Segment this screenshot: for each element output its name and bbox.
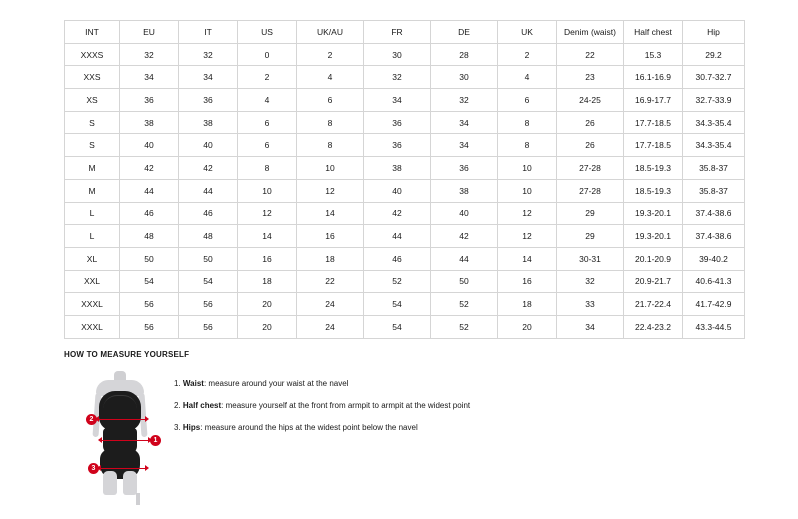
cell: 6 bbox=[498, 89, 557, 112]
cell: L bbox=[65, 225, 120, 248]
cell: 30 bbox=[431, 66, 498, 89]
how-to-measure-body bbox=[64, 369, 764, 509]
cell: XXS bbox=[65, 66, 120, 89]
cell: 20 bbox=[238, 293, 297, 316]
cell: 44 bbox=[179, 179, 238, 202]
cell: 8 bbox=[498, 134, 557, 157]
measurement-note-hips bbox=[174, 423, 764, 433]
cell: 20.9-21.7 bbox=[624, 270, 683, 293]
mannequin-right-leg bbox=[123, 471, 137, 495]
column-header: INT bbox=[65, 21, 120, 44]
mannequin-figure bbox=[94, 371, 146, 495]
marker-3-badge: 3 bbox=[88, 463, 99, 474]
note-text: : measure around your waist at the navel bbox=[203, 379, 349, 388]
table-row bbox=[65, 202, 745, 225]
cell: 35.8-37 bbox=[683, 179, 745, 202]
column-header: US bbox=[238, 21, 297, 44]
cell: 28 bbox=[431, 43, 498, 66]
cell: 24 bbox=[297, 293, 364, 316]
cell: 44 bbox=[431, 247, 498, 270]
cell: 2 bbox=[498, 43, 557, 66]
table-row bbox=[65, 179, 745, 202]
cell: 19.3-20.1 bbox=[624, 202, 683, 225]
hip-measure-line bbox=[99, 468, 147, 469]
cell: 32 bbox=[364, 66, 431, 89]
cell: 50 bbox=[431, 270, 498, 293]
mannequin-bust bbox=[99, 391, 141, 431]
cell: 34 bbox=[120, 66, 179, 89]
cell: 38 bbox=[431, 179, 498, 202]
cell: 27-28 bbox=[557, 179, 624, 202]
cell: L bbox=[65, 202, 120, 225]
cell: XXL bbox=[65, 270, 120, 293]
cell: 48 bbox=[120, 225, 179, 248]
cell: 32 bbox=[431, 89, 498, 112]
cell: 56 bbox=[120, 293, 179, 316]
cell: 35.8-37 bbox=[683, 157, 745, 180]
cell: 22 bbox=[297, 270, 364, 293]
column-header: IT bbox=[179, 21, 238, 44]
cell: 10 bbox=[498, 157, 557, 180]
cell: 42 bbox=[179, 157, 238, 180]
table-row bbox=[65, 293, 745, 316]
cell: M bbox=[65, 157, 120, 180]
cell: 34 bbox=[179, 66, 238, 89]
column-header: EU bbox=[120, 21, 179, 44]
cell: 26 bbox=[557, 134, 624, 157]
cell: 16 bbox=[297, 225, 364, 248]
cell: 54 bbox=[364, 293, 431, 316]
cell: 50 bbox=[179, 247, 238, 270]
cell: 26 bbox=[557, 111, 624, 134]
cell: 8 bbox=[297, 111, 364, 134]
how-to-measure-section bbox=[64, 350, 764, 509]
cell: 40 bbox=[179, 134, 238, 157]
cell: 50 bbox=[120, 247, 179, 270]
cell: 29.2 bbox=[683, 43, 745, 66]
cell: 40 bbox=[431, 202, 498, 225]
cell: 8 bbox=[238, 157, 297, 180]
cell: 43.3-44.5 bbox=[683, 315, 745, 338]
cell: 42 bbox=[120, 157, 179, 180]
cell: 44 bbox=[120, 179, 179, 202]
cell: 40 bbox=[364, 179, 431, 202]
table-row bbox=[65, 43, 745, 66]
cell: XS bbox=[65, 89, 120, 112]
cell: 56 bbox=[120, 315, 179, 338]
cell: 34.3-35.4 bbox=[683, 134, 745, 157]
table-header-row bbox=[65, 21, 745, 44]
cell: XXXL bbox=[65, 293, 120, 316]
cell: 36 bbox=[431, 157, 498, 180]
cell: 30 bbox=[364, 43, 431, 66]
cell: 36 bbox=[120, 89, 179, 112]
note-term: Hips bbox=[182, 423, 201, 432]
table-row bbox=[65, 225, 745, 248]
table-row bbox=[65, 134, 745, 157]
cell: 52 bbox=[431, 293, 498, 316]
cell: 10 bbox=[297, 157, 364, 180]
measurement-note-half-chest bbox=[174, 401, 764, 411]
cell: 14 bbox=[498, 247, 557, 270]
cell: 4 bbox=[498, 66, 557, 89]
cell: 42 bbox=[364, 202, 431, 225]
column-header: UK bbox=[498, 21, 557, 44]
hip-arrow-right-icon bbox=[145, 465, 149, 471]
cell: 0 bbox=[238, 43, 297, 66]
column-header: Denim (waist) bbox=[557, 21, 624, 44]
half-chest-measure-line bbox=[97, 419, 147, 420]
table-row bbox=[65, 315, 745, 338]
note-number: 2. bbox=[174, 401, 181, 410]
cell: 19.3-20.1 bbox=[624, 225, 683, 248]
waist-measure-line bbox=[100, 440, 150, 441]
cell: 32 bbox=[557, 270, 624, 293]
cell: 40.6-41.3 bbox=[683, 270, 745, 293]
cell: 14 bbox=[297, 202, 364, 225]
table-row bbox=[65, 157, 745, 180]
table-row bbox=[65, 89, 745, 112]
cell: 34 bbox=[557, 315, 624, 338]
table-row bbox=[65, 111, 745, 134]
cell: XXXL bbox=[65, 315, 120, 338]
cell: S bbox=[65, 111, 120, 134]
cell: 48 bbox=[179, 225, 238, 248]
cell: 12 bbox=[297, 179, 364, 202]
cell: 29 bbox=[557, 202, 624, 225]
cell: 24-25 bbox=[557, 89, 624, 112]
cell: 27-28 bbox=[557, 157, 624, 180]
cell: 22 bbox=[557, 43, 624, 66]
cell: 20 bbox=[238, 315, 297, 338]
cell: 22.4-23.2 bbox=[624, 315, 683, 338]
cell: 18 bbox=[238, 270, 297, 293]
cell: 36 bbox=[179, 89, 238, 112]
cell: 18.5-19.3 bbox=[624, 179, 683, 202]
cell: 36 bbox=[364, 111, 431, 134]
cell: 8 bbox=[498, 111, 557, 134]
measurement-note-waist bbox=[174, 379, 764, 389]
marker-2-badge: 2 bbox=[86, 414, 97, 425]
cell: 33 bbox=[557, 293, 624, 316]
cell: 23 bbox=[557, 66, 624, 89]
cell: 41.7-42.9 bbox=[683, 293, 745, 316]
cell: 6 bbox=[238, 111, 297, 134]
column-header: DE bbox=[431, 21, 498, 44]
cell: 6 bbox=[238, 134, 297, 157]
cell: M bbox=[65, 179, 120, 202]
cell: 2 bbox=[297, 43, 364, 66]
cell: 30.7-32.7 bbox=[683, 66, 745, 89]
column-header: Hip bbox=[683, 21, 745, 44]
cell: 12 bbox=[498, 202, 557, 225]
cell: XXXS bbox=[65, 43, 120, 66]
cell: 54 bbox=[120, 270, 179, 293]
cell: 37.4-38.6 bbox=[683, 202, 745, 225]
table-row bbox=[65, 66, 745, 89]
cell: 16 bbox=[238, 247, 297, 270]
cell: 18 bbox=[498, 293, 557, 316]
cell: 16.9-17.7 bbox=[624, 89, 683, 112]
cell: 38 bbox=[364, 157, 431, 180]
note-text: : measure yourself at the front from armpit to armpit at the widest point bbox=[221, 401, 471, 410]
cell: 12 bbox=[498, 225, 557, 248]
waist-arrow-left-icon bbox=[98, 437, 102, 443]
cell: XL bbox=[65, 247, 120, 270]
column-header: FR bbox=[364, 21, 431, 44]
cell: 32 bbox=[179, 43, 238, 66]
size-chart bbox=[64, 20, 734, 339]
cell: 16 bbox=[498, 270, 557, 293]
column-header: UK/AU bbox=[297, 21, 364, 44]
cell: 56 bbox=[179, 293, 238, 316]
cell: 54 bbox=[364, 315, 431, 338]
cell: 34 bbox=[431, 111, 498, 134]
marker-1-badge: 1 bbox=[150, 435, 161, 446]
cell: 8 bbox=[297, 134, 364, 157]
cell: 16.1-16.9 bbox=[624, 66, 683, 89]
cell: 20.1-20.9 bbox=[624, 247, 683, 270]
cell: S bbox=[65, 134, 120, 157]
cell: 17.7-18.5 bbox=[624, 111, 683, 134]
column-header: Half chest bbox=[624, 21, 683, 44]
cell: 20 bbox=[498, 315, 557, 338]
cell: 6 bbox=[297, 89, 364, 112]
mannequin-stand bbox=[136, 493, 140, 505]
cell: 36 bbox=[364, 134, 431, 157]
cell: 34.3-35.4 bbox=[683, 111, 745, 134]
cell: 18.5-19.3 bbox=[624, 157, 683, 180]
cell: 2 bbox=[238, 66, 297, 89]
cell: 32.7-33.9 bbox=[683, 89, 745, 112]
cell: 10 bbox=[498, 179, 557, 202]
cell: 12 bbox=[238, 202, 297, 225]
cell: 46 bbox=[179, 202, 238, 225]
note-term: Half chest bbox=[182, 401, 222, 410]
cell: 56 bbox=[179, 315, 238, 338]
cell: 24 bbox=[297, 315, 364, 338]
cell: 10 bbox=[238, 179, 297, 202]
cell: 32 bbox=[120, 43, 179, 66]
note-text: : measure around the hips at the widest point below the navel bbox=[200, 423, 418, 432]
table-row bbox=[65, 247, 745, 270]
cell: 37.4-38.6 bbox=[683, 225, 745, 248]
cell: 29 bbox=[557, 225, 624, 248]
cell: 4 bbox=[297, 66, 364, 89]
cell: 15.3 bbox=[624, 43, 683, 66]
mannequin-illustration bbox=[64, 369, 174, 509]
cell: 46 bbox=[120, 202, 179, 225]
cell: 34 bbox=[364, 89, 431, 112]
note-number: 3. bbox=[174, 423, 181, 432]
cell: 21.7-22.4 bbox=[624, 293, 683, 316]
mannequin-left-leg bbox=[103, 471, 117, 495]
cell: 42 bbox=[431, 225, 498, 248]
cell: 40 bbox=[120, 134, 179, 157]
note-term: Waist bbox=[182, 379, 204, 388]
cell: 52 bbox=[431, 315, 498, 338]
cell: 54 bbox=[179, 270, 238, 293]
cell: 4 bbox=[238, 89, 297, 112]
cell: 46 bbox=[364, 247, 431, 270]
cell: 38 bbox=[179, 111, 238, 134]
cell: 18 bbox=[297, 247, 364, 270]
cell: 34 bbox=[431, 134, 498, 157]
how-to-measure-title: HOW TO MEASURE YOURSELF bbox=[64, 350, 190, 359]
measurement-notes bbox=[174, 369, 764, 445]
cell: 44 bbox=[364, 225, 431, 248]
cell: 39-40.2 bbox=[683, 247, 745, 270]
size-table bbox=[64, 20, 745, 339]
cell: 52 bbox=[364, 270, 431, 293]
cell: 14 bbox=[238, 225, 297, 248]
cell: 38 bbox=[120, 111, 179, 134]
note-number: 1. bbox=[174, 379, 181, 388]
cell: 30-31 bbox=[557, 247, 624, 270]
table-row bbox=[65, 270, 745, 293]
half-chest-arrow-right-icon bbox=[145, 416, 149, 422]
cell: 17.7-18.5 bbox=[624, 134, 683, 157]
